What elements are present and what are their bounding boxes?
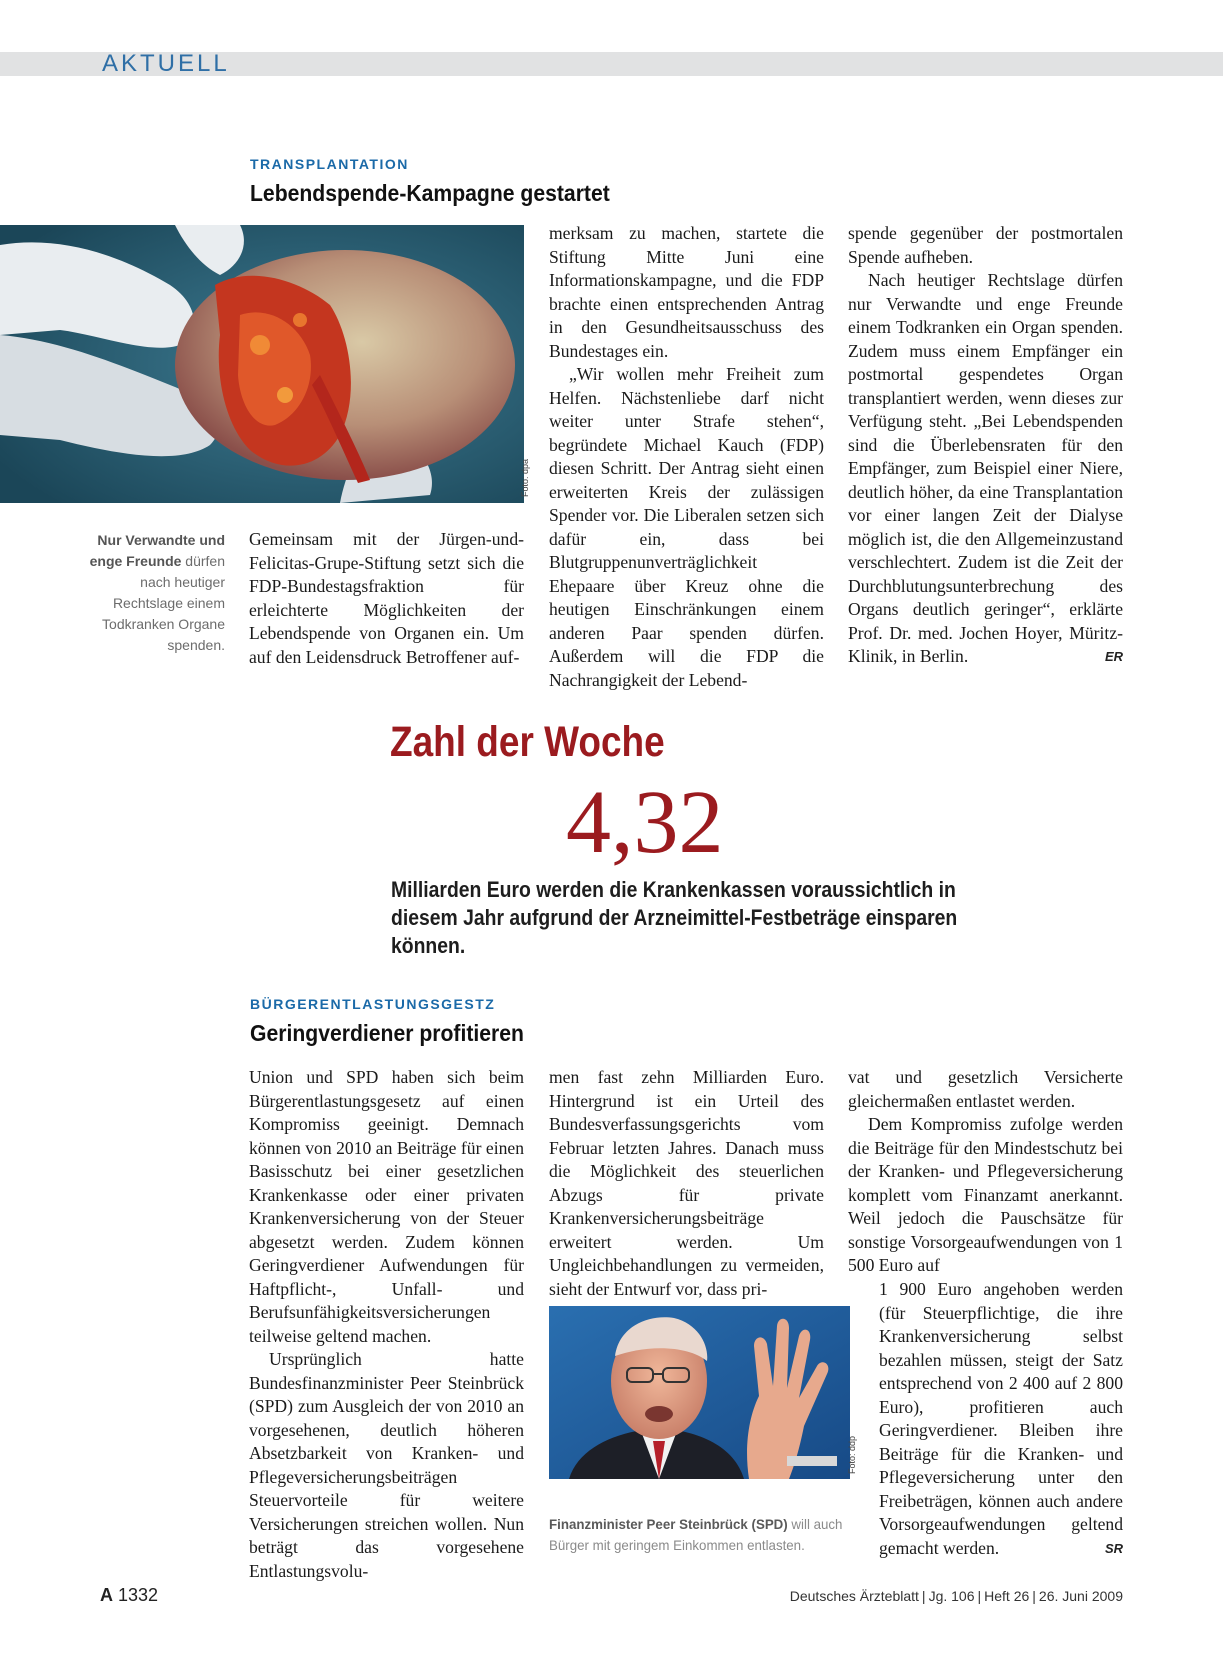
- caption-text: dürfen nach heutiger Rechtslage einem Todkranken Organe spenden.: [102, 553, 225, 653]
- article2-column-2: [549, 1066, 824, 1301]
- paragraph: Dem Kompromiss zufolge werden die Beiträge für den Mindestschutz bei der Kranken- und Pflegeversicherung komplett vom Finanzamt anerkannt. Weil jedoch die Pauschsätze für sonstige Vorsorgeaufwendungen von 1 500 Euro auf: [848, 1114, 1123, 1275]
- journal-issue: Heft 26: [984, 1588, 1030, 1604]
- article1-headline: Lebendspende-Kampagne gestartet: [250, 180, 610, 206]
- journal-volume: Jg. 106: [928, 1588, 975, 1604]
- paragraph-text: 1 900 Euro angehoben werden (für Steuerpflichtige, die ihre Krankenversicherung selbst bezahlen müssen, steigt der Satz entsprechend von 2 400 auf 2 800 Euro), profitieren auch Geringverdiener. Bleiben ihre Beiträge für die Kranken- und Pflegeversicherung unter den Freibeträgen, können auch andere Vorsorgeaufwendungen geltend gemacht werden.: [879, 1279, 1123, 1558]
- article2-headline: Geringverdiener profitieren: [250, 1020, 524, 1046]
- section-label: AKTUELL: [102, 50, 230, 77]
- article1-column-3: [848, 222, 1123, 669]
- paragraph: men fast zehn Milliarden Euro. Hintergrund ist ein Urteil des Bundesverfassungsgerichts vom Februar letzten Jahres. Danach muss die Möglichkeit des steuerlichen Abzugs für private Krankenversicherungsbeiträge erweitert werden. Um Ungleichbehandlungen zu vermeiden, sieht der Entwurf vor, dass pri-: [549, 1067, 824, 1299]
- journal-date: 26. Juni 2009: [1038, 1588, 1123, 1604]
- number-of-week-text: Milliarden Euro werden die Krankenkassen voraussichtlich in diesem Jahr aufgrund der Arzneimittel-Festbeträge einsparen können.: [391, 877, 958, 958]
- caption-bold: Nur Verwandte und enge Freunde: [89, 532, 225, 569]
- journal-name: Deutsches Ärzteblatt: [789, 1588, 919, 1604]
- steinbrueck-photo-credit: Foto: ddp: [847, 1435, 857, 1474]
- paragraph: Ursprünglich hatte Bundesfinanzminister Peer Steinbrück (SPD) zum Ausgleich der von 2010 an vorgesehenen, deutlich höheren Absetzbarkeit von Kranken- und Pflegeversicherungsbeiträgen Steuervorteile für weitere Versicherungen streichen wollen. Nun beträgt das vorgesehene Entlastungsvolu-: [249, 1349, 524, 1581]
- journal-info: Deutsches Ärzteblatt | Jg. 106 | Heft 26 | 26. Juni 2009: [789, 1588, 1123, 1604]
- kidney-photo-caption: [88, 530, 225, 656]
- page-prefix: A: [100, 1585, 113, 1605]
- paragraph: Gemeinsam mit der Jürgen-und-Felicitas-Grupe-Stiftung setzt sich die FDP-Bundestagsfraktion für erleichterte Möglichkeiten der Lebendspende von Organen ein. Um auf den Leidensdruck Betroffener auf-: [249, 529, 524, 667]
- article1-column-2: [549, 222, 824, 692]
- number-of-week-value: 4,32: [566, 773, 724, 872]
- kidney-photo-credit: Foto: dpa: [520, 458, 530, 497]
- article2-column-3: [848, 1066, 1123, 1278]
- article2-kicker: BÜRGERENTLASTUNGSGESTZ: [250, 996, 496, 1012]
- paragraph: [879, 1278, 1123, 1560]
- paragraph: „Wir wollen mehr Freiheit zum Helfen. Nächstenliebe darf nicht weiter unter Strafe stehen“, begründete Michael Kauch (FDP) diesen Schritt. Der Antrag sieht einen erweiterten Kreis der zulässigen Spender vor. Die Liberalen setzen sich dafür ein, dass bei Blutgruppenunverträglichkeit Ehepaare über Kreuz ohne die heutigen Einschränkungen einem anderen Paar spenden dürfen. Außerdem will die FDP die Nachrangigkeit der Lebend-: [549, 364, 824, 690]
- paragraph: spende gegenüber der postmortalen Spende aufheben.: [848, 223, 1123, 267]
- paragraph-text: Nach heutiger Rechtslage dürfen nur Verwandte und enge Freunde einem Todkranken ein Organ spenden. Zudem muss einem Empfänger ein postmortal gespendetes Organ transplantiert werden, wenn dieses zur Verfügung steht. „Bei Lebendspenden sind die Überlebensraten für den Empfänger, zum Beispiel einer Niere, deutlich höher, da eine Transplantation vor einer langen Zeit der Dialyse möglich ist, die den Allgemeinzustand verschlechtert. Zudem ist die Zeit der Durchblutungsunterbrechung des Organs deutlich geringer“, erklärte Prof. Dr. med. Jochen Hoyer, Müritz-Klinik, in Berlin.: [848, 270, 1123, 666]
- paragraph: [848, 269, 1123, 669]
- steinbrueck-photo-caption: [549, 1514, 853, 1556]
- kidney-photo: [0, 225, 524, 503]
- page-number: [100, 1585, 158, 1606]
- article2-column-1: [249, 1066, 524, 1583]
- steinbrueck-photo: [549, 1306, 850, 1479]
- caption-text: will auch Bürger mit geringem Einkommen entlasten.: [549, 1516, 843, 1553]
- article1-kicker: TRANSPLANTATION: [250, 156, 409, 172]
- page-number-value: 1332: [118, 1585, 159, 1605]
- paragraph: vat und gesetzlich Versicherte gleichermaßen entlastet werden.: [848, 1067, 1123, 1111]
- author-signature: ER: [1104, 649, 1123, 664]
- article2-column-3-continued: [879, 1278, 1123, 1560]
- caption-bold: Finanzminister Peer Steinbrück (SPD): [549, 1516, 788, 1532]
- number-of-week-title: Zahl der Woche: [390, 718, 665, 766]
- author-signature: SR: [1104, 1540, 1123, 1556]
- paragraph: merksam zu machen, startete die Stiftung Mitte Juni eine Informationskampagne, und die FDP brachte einen entsprechenden Antrag in den Gesundheitsausschuss des Bundestages ein.: [549, 223, 824, 361]
- paragraph: Union und SPD haben sich beim Bürgerentlastungsgesetz auf einen Kompromiss geeinigt. Demnach können von 2010 an Beiträge für einen Basisschutz bei einer gesetzlichen Krankenkasse oder einer privaten Krankenversicherung von der Steuer abgesetzt werden. Zudem können Geringverdiener Aufwendungen für Haftpflicht-, Unfall- und Berufsunfähigkeitsversicherungen teilweise geltend machen.: [249, 1067, 524, 1346]
- article1-column-1: [249, 528, 524, 669]
